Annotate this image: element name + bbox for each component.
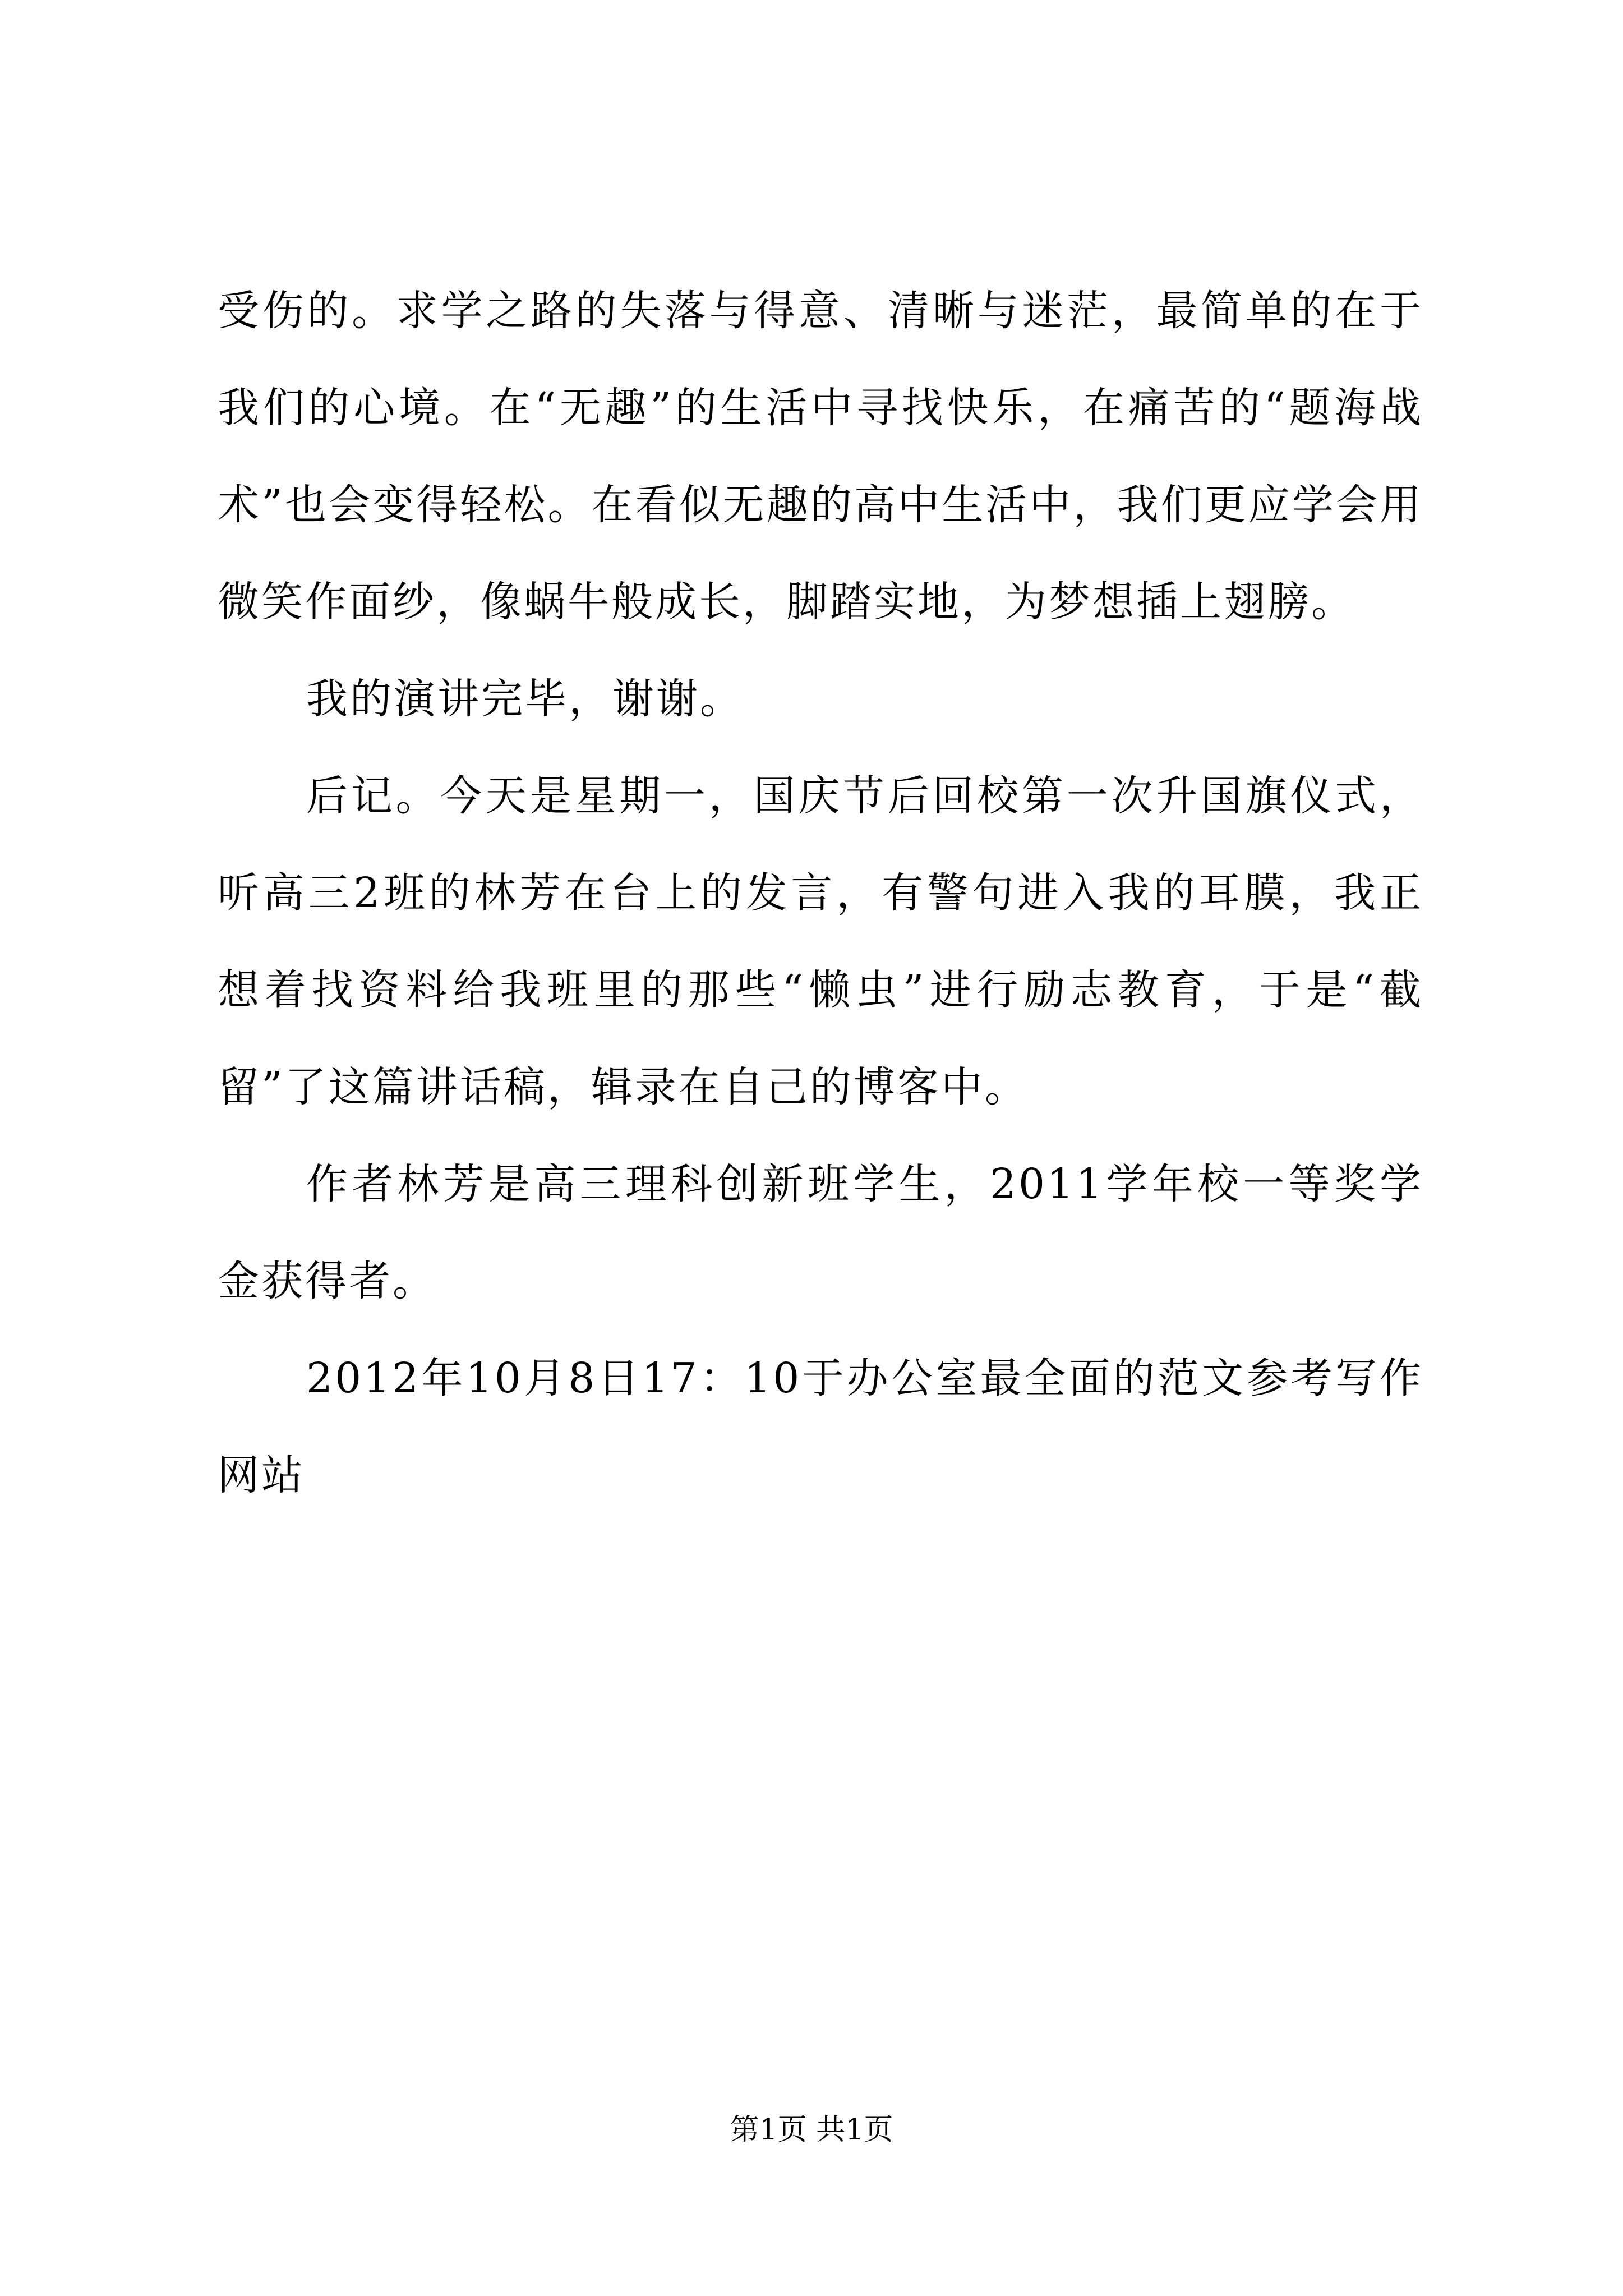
paragraph-closing: 我的演讲完毕，谢谢。	[306, 675, 744, 723]
paragraph-postscript: 后记。今天是星期一，国庆节后回校第一次升国旗仪式，听高三2班的林芳在台上的发言，有警句进入我的耳膜，我正想着找资料给我班里的那些“懒虫”进行励志教育，于是“截留”了这篇讲话稿，辑录在自己的博客中。	[218, 772, 1423, 1111]
paragraph-author-note: 作者林芳是高三理科创新班学生，2011学年校一等奖学金获得者。	[218, 1160, 1423, 1305]
paragraph-date-line: 2012年10月8日17：10于办公室最全面的范文参考写作网站	[218, 1354, 1423, 1499]
document-body	[218, 263, 1423, 1524]
paragraph-continuation: 受伤的。求学之路的失落与得意、清晰与迷茫，最简单的在于我们的心境。在“无趣”的生活中寻找快乐，在痛苦的“题海战术”也会变得轻松。在看似无趣的高中生活中，我们更应学会用微笑作面纱，像蜗牛般成长，脚踏实地，为梦想插上翅膀。	[218, 287, 1423, 626]
page-number-footer: 第1页 共1页	[730, 2113, 893, 2147]
